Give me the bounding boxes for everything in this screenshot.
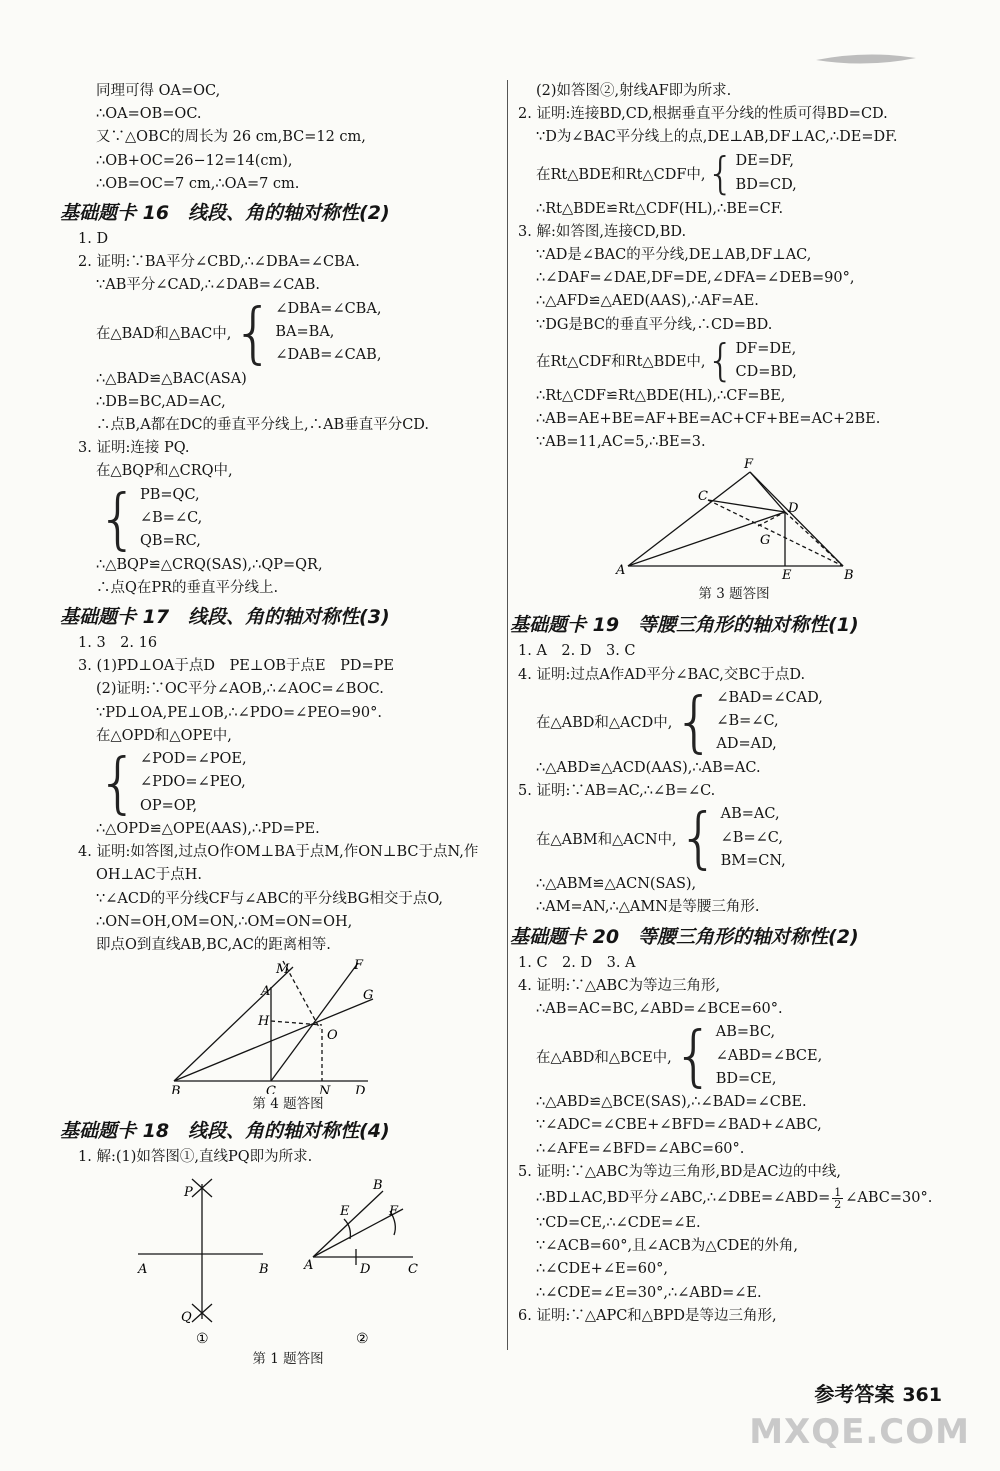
- line-gd: [758, 512, 785, 526]
- label-f: F: [354, 959, 364, 974]
- label-o: O: [327, 1028, 338, 1044]
- answer-line: 6. 证明:∵△APC和△BPD是等边三角形,: [518, 1307, 777, 1324]
- answer-line: ∴△OPD≌△OPE(AAS),∴PD=PE.: [96, 821, 320, 838]
- answer-line: ∴AB=AC=BC,∠ABD=∠BCE=60°.: [536, 1001, 783, 1018]
- answer-line: ∴Rt△CDF≌Rt△BDE(HL),∴CF=BE,: [536, 387, 786, 404]
- answer-line: 2. 证明:∵BA平分∠CBD,∴∠DBA=∠CBA.: [78, 254, 360, 271]
- label-g: G: [760, 533, 771, 549]
- header-decoration: [816, 50, 916, 74]
- answer-line: ∴Rt△BDE≌Rt△CDF(HL),∴BE=CF.: [536, 200, 784, 217]
- label-fig2: ②: [356, 1331, 369, 1348]
- figure-q1-constructions: [78, 1169, 498, 1349]
- section-title-17: 基础题卡 17 线段、角的轴对称性(3): [60, 606, 390, 629]
- label-a: A: [138, 1262, 148, 1278]
- answer-line: ∵PD⊥OA,PE⊥OB,∴∠PDO=∠PEO=90°.: [96, 704, 382, 721]
- answer-line: 在△BQP和△CRQ中,: [96, 463, 233, 480]
- answer-line: 4. 证明:∵△ABC为等边三角形,: [518, 977, 721, 994]
- label-b: B: [844, 568, 854, 584]
- intro-line: 同理可得 OA=OC,: [96, 83, 221, 99]
- answer-line: 1. A 2. D 3. C: [518, 643, 636, 660]
- label-c: C: [266, 1084, 276, 1095]
- label-fig1: ①: [196, 1331, 209, 1348]
- answer-line: ∴△AFD≌△AED(AAS),∴AF=AE.: [536, 293, 759, 310]
- equation-system: { ∠POD=∠POE, ∠PDO=∠PEO, OP=OP,: [97, 744, 247, 822]
- label-b: B: [259, 1262, 269, 1278]
- answer-line: 3. 证明:连接 PQ.: [78, 440, 190, 457]
- answer-line: ∴△ABM≌△ACN(SAS),: [536, 876, 697, 893]
- answer-line: 即点O到直线AB,BC,AC的距离相等.: [96, 937, 331, 954]
- page-footer: [814, 1378, 942, 1407]
- figure-caption: 第 1 题答图: [252, 1351, 324, 1368]
- answer-line: ∴AB=AE+BE=AF+BE=AC+CF+BE=AC+2BE.: [536, 411, 881, 428]
- answer-line: 2. 证明:连接BD,CD,根据垂直平分线的性质可得BD=CD.: [518, 106, 888, 123]
- answer-line: ∴点Q在PR的垂直平分线上.: [96, 579, 279, 596]
- answer-line: ∴△BQP≌△CRQ(SAS),∴QP=QR,: [96, 556, 323, 573]
- answer-line: 在△OPD和△OPE中,: [96, 727, 232, 744]
- equation-system: { PB=QC, ∠B=∠C, QB=RC,: [97, 479, 203, 557]
- equation-system: 在△ABM和△ACN中, { AB=AC, ∠B=∠C, BM=CN,: [536, 799, 786, 877]
- answer-line: ∵D为∠BAC平分线上的点,DE⊥AB,DF⊥AC,∴DE=DF.: [536, 129, 898, 146]
- label-b: B: [171, 1084, 181, 1095]
- answer-line: 1. D: [78, 231, 109, 248]
- fraction-half: $\frac{1}{2}$: [834, 1185, 842, 1211]
- line-cf: [271, 963, 358, 1081]
- equation-system: 在△ABD和△ACD中, { ∠BAD=∠CAD, ∠B=∠C, AD=AD,: [536, 682, 823, 760]
- answer-line: 3. 解:如答图,连接CD,BD.: [518, 223, 687, 240]
- answer-line: ∵∠ACD的平分线CF与∠ABC的平分线BG相交于点O,: [96, 890, 444, 907]
- answer-line: ∵AB平分∠CAD,∴∠DAB=∠CAB.: [96, 277, 321, 294]
- answer-line: 4. 证明:过点A作AD平分∠BAC,交BC于点D.: [518, 666, 806, 683]
- label-a: A: [261, 984, 271, 1000]
- line-cd: [708, 500, 785, 512]
- label-n: N: [319, 1084, 331, 1095]
- label-d: D: [360, 1262, 371, 1278]
- answer-line: 5. 证明:∵△ABC为等边三角形,BD是AC边的中线,: [518, 1163, 842, 1180]
- line-ba: [174, 967, 293, 1081]
- figure-q4-angle-bisectors: [78, 959, 498, 1094]
- line-fd: [750, 472, 785, 512]
- line-af: [628, 472, 750, 566]
- answer-line: 1. C 2. D 3. A: [518, 954, 636, 971]
- equation-system: 在Rt△CDF和Rt△BDE中, { DF=DE, CD=BD,: [536, 334, 797, 386]
- label-c: C: [408, 1262, 418, 1278]
- figure-caption: 第 3 题答图: [698, 586, 770, 603]
- section-title-20: 基础题卡 20 等腰三角形的轴对称性(2): [510, 925, 859, 948]
- label-b2: B: [373, 1178, 383, 1194]
- label-q: Q: [181, 1310, 192, 1326]
- label-g: G: [363, 988, 374, 1004]
- equation-system: 在△BAD和△BAC中, { ∠DBA=∠CBA, BA=BA, ∠DAB=∠CAB,: [96, 293, 382, 371]
- answer-line: ∴点B,A都在DC的垂直平分线上,∴AB垂直平分CD.: [96, 417, 430, 434]
- section-title-16: 基础题卡 16 线段、角的轴对称性(2): [60, 202, 390, 225]
- answer-line: ∴∠DAF=∠DAE,DF=DE,∠DFA=∠DEB=90°,: [536, 270, 855, 287]
- answer-line-fraction: ∴BD⊥AC,BD平分∠ABC,∴∠DBE=∠ABD= $\frac{1}{2}$ ∠ABC=30°.: [536, 1185, 933, 1211]
- answer-line: 5. 证明:∵AB=AC,∴∠B=∠C.: [518, 783, 716, 800]
- label-e: E: [340, 1204, 350, 1220]
- answer-line: ∵∠ACB=60°,且∠ACB为△CDE的外角,: [536, 1238, 798, 1255]
- figure-q3-triangle: [518, 458, 950, 584]
- answer-line: 1. 3 2. 16: [78, 635, 158, 652]
- answer-line: ∵∠ADC=∠CBE+∠BFD=∠BAD+∠ABC,: [536, 1117, 822, 1134]
- answer-line: ∴△ABD≌△BCE(SAS),∴∠BAD=∠CBE.: [536, 1094, 807, 1111]
- label-h: H: [258, 1014, 270, 1030]
- label-a2: A: [304, 1258, 314, 1274]
- line-bg: [174, 999, 373, 1081]
- label-a: A: [616, 563, 626, 579]
- answer-line: ∴△ABD≌△ACD(AAS),∴AB=AC.: [536, 759, 761, 776]
- answer-line: ∴AM=AN,∴△AMN是等腰三角形.: [536, 899, 760, 916]
- answer-line: ∴ON=OH,OM=ON,∴OM=ON=OH,: [96, 913, 353, 930]
- label-m: M: [276, 962, 290, 978]
- label-d: D: [355, 1084, 366, 1095]
- right-column: [510, 80, 950, 1328]
- intro-line: 又∵△OBC的周长为 26 cm,BC=12 cm,: [96, 129, 366, 146]
- label-d: D: [788, 501, 799, 517]
- answer-line: 4. 证明:如答图,过点O作OM⊥BA于点M,作ON⊥BC于点N,作: [78, 844, 479, 861]
- answer-line: OH⊥AC于点H.: [96, 867, 202, 884]
- equation-system: 在△ABD和△BCE中, { AB=BC, ∠ABD=∠BCE, BD=CE,: [536, 1017, 823, 1095]
- label-f: F: [744, 458, 754, 473]
- label-f: F: [389, 1204, 399, 1220]
- answer-line: ∵DG是BC的垂直平分线,∴CD=BD.: [536, 316, 773, 333]
- answer-line: ∴DB=BC,AD=AC,: [96, 393, 226, 410]
- left-column: [60, 80, 498, 1369]
- section-title-19: 基础题卡 19 等腰三角形的轴对称性(1): [510, 614, 859, 637]
- label-e: E: [782, 568, 792, 584]
- intro-line: ∴OB=OC=7 cm,∴OA=7 cm.: [96, 175, 300, 192]
- answer-line: (2)如答图②,射线AF即为所求.: [536, 83, 732, 99]
- answer-line: ∴∠CDE+∠E=60°,: [536, 1261, 669, 1278]
- intro-line: ∴OA=OB=OC.: [96, 106, 202, 123]
- answer-line: ∵AD是∠BAC的平分线,DE⊥AB,DF⊥AC,: [536, 247, 812, 264]
- intro-line: ∴OB+OC=26−12=14(cm),: [96, 152, 293, 169]
- page-number: 361: [902, 1384, 942, 1406]
- section-title-18: 基础题卡 18 线段、角的轴对称性(4): [60, 1120, 390, 1143]
- footer-label: 参考答案: [814, 1382, 895, 1406]
- answer-line: ∴∠AFE=∠BFD=∠ABC=60°.: [536, 1140, 745, 1157]
- label-c: C: [698, 489, 708, 505]
- answer-line: ∴∠CDE=∠E=30°,∴∠ABD=∠E.: [536, 1284, 762, 1301]
- column-divider: [507, 80, 508, 1350]
- answer-line: ∵AB=11,AC=5,∴BE=3.: [536, 434, 706, 451]
- watermark: MXQE.COM: [749, 1412, 970, 1452]
- answer-line: ∴△BAD≌△BAC(ASA): [96, 370, 247, 387]
- answer-line: (2)证明:∵OC平分∠AOB,∴∠AOC=∠BOC.: [96, 681, 384, 698]
- equation-system: 在Rt△BDE和Rt△CDF中, { DE=DF, BD=CD,: [536, 147, 797, 199]
- label-p: P: [184, 1185, 193, 1201]
- answer-line: 3. (1)PD⊥OA于点D PE⊥OB于点E PD=PE: [78, 658, 394, 675]
- answer-line: 1. 解:(1)如答图①,直线PQ即为所求.: [78, 1149, 313, 1166]
- answer-line: ∵CD=CE,∴∠CDE=∠E.: [536, 1215, 701, 1232]
- figure-caption: 第 4 题答图: [252, 1096, 324, 1113]
